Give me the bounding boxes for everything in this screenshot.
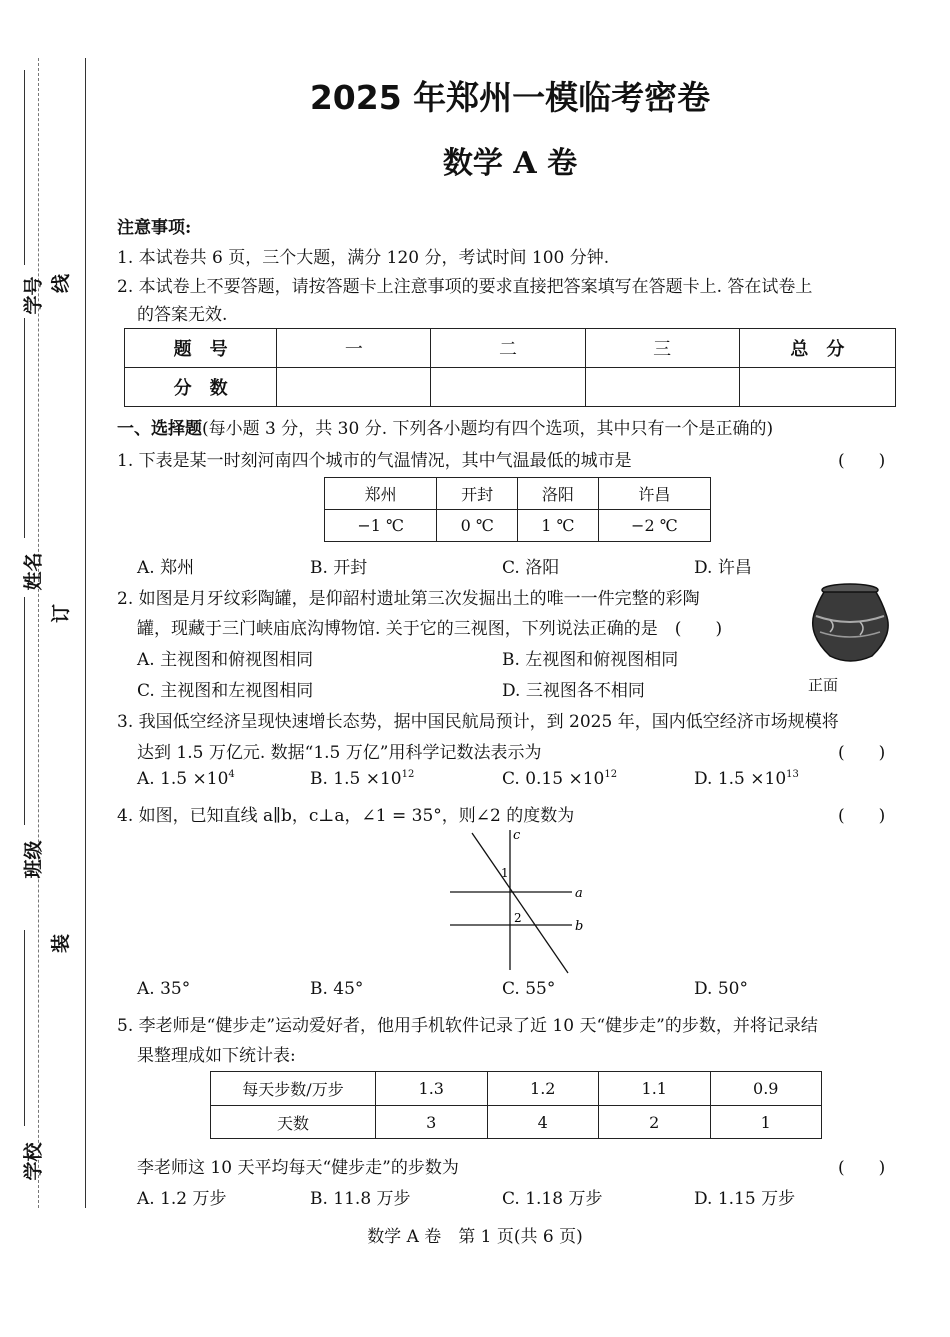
q3-option-d-base: D. 1.5 ×10 bbox=[694, 769, 787, 789]
score-header-1: 一 bbox=[277, 329, 431, 368]
score-cell-3[interactable] bbox=[585, 368, 739, 407]
q3-option-a[interactable] bbox=[137, 769, 235, 789]
q3-option-b[interactable] bbox=[310, 769, 414, 789]
q4-option-a[interactable]: A. 35° bbox=[137, 979, 191, 999]
page-footer: 数学 A 卷 第 1 页(共 6 页) bbox=[367, 1227, 583, 1247]
q3-option-c-exp: 12 bbox=[604, 769, 618, 780]
pottery-jar-figure bbox=[800, 580, 905, 670]
section1-heading-row bbox=[117, 414, 773, 439]
label-b: b bbox=[575, 919, 584, 934]
notes-heading: 注意事项: bbox=[117, 218, 192, 238]
q1-temperature-table bbox=[324, 477, 711, 542]
exam-title: 2025 年郑州一模临考密卷 bbox=[309, 78, 711, 117]
dashed-binding-line bbox=[38, 58, 39, 1208]
q3-option-a-base: A. 1.5 ×10 bbox=[137, 769, 229, 789]
q5-days-value: 2 bbox=[599, 1106, 711, 1139]
student-id-label: 学号 bbox=[22, 276, 45, 315]
student-id-blank[interactable] bbox=[24, 70, 25, 265]
name-blank[interactable] bbox=[24, 318, 25, 538]
q5-days-value: 1 bbox=[710, 1106, 822, 1139]
q1-option-a[interactable]: A. 郑州 bbox=[137, 558, 195, 578]
section1-desc: (每小题 3 分，共 30 分. 下列各小题均有四个选项，其中只有一个是正确的) bbox=[202, 419, 774, 439]
q5-option-a[interactable]: A. 1.2 万步 bbox=[137, 1189, 227, 1209]
cut-line-mark: 线 bbox=[50, 273, 73, 294]
q5-step-value: 1.3 bbox=[376, 1072, 488, 1106]
q1-city: 开封 bbox=[437, 478, 518, 510]
q4-option-d[interactable]: D. 50° bbox=[694, 979, 748, 999]
q1-city: 洛阳 bbox=[517, 478, 598, 510]
q5-header-label: 每天步数/万步 bbox=[211, 1072, 376, 1106]
label-a: a bbox=[575, 886, 583, 901]
q3-option-b-exp: 12 bbox=[401, 769, 415, 780]
q3-option-c[interactable] bbox=[502, 769, 617, 789]
note-1: 1. 本试卷共 6 页，三个大题，满分 120 分，考试时间 100 分钟. bbox=[117, 248, 610, 268]
q2-stem-2: 罐，现藏于三门峡庙底沟博物馆. 关于它的三视图，下列说法正确的是 ( ) bbox=[137, 619, 723, 639]
q1-stem: 1. 下表是某一时刻河南四个城市的气温情况，其中气温最低的城市是 bbox=[117, 451, 632, 471]
q5-days-label: 天数 bbox=[211, 1106, 376, 1139]
q5-days-value: 3 bbox=[376, 1106, 488, 1139]
q1-option-d[interactable]: D. 许昌 bbox=[694, 558, 752, 578]
label-angle-2: 2 bbox=[514, 911, 522, 925]
score-header-label: 题 号 bbox=[125, 329, 277, 368]
q1-temp: 1 ℃ bbox=[517, 510, 598, 542]
q3-option-b-base: B. 1.5 ×10 bbox=[310, 769, 402, 789]
q5-step-value: 1.1 bbox=[599, 1072, 711, 1106]
q4-answer-paren[interactable]: ( ) bbox=[838, 806, 886, 826]
note-2: 2. 本试卷上不要答题，请按答题卡上注意事项的要求直接把答案填写在答题卡上. 答在试卷上 bbox=[117, 277, 813, 297]
q2-option-b[interactable]: B. 左视图和俯视图相同 bbox=[502, 650, 679, 670]
class-label: 班级 bbox=[22, 840, 45, 879]
q3-option-d-exp: 13 bbox=[786, 769, 799, 780]
q2-option-d[interactable]: D. 三视图各不相同 bbox=[502, 681, 645, 701]
q4-option-c[interactable]: C. 55° bbox=[502, 979, 556, 999]
binding-mark: 装 bbox=[50, 933, 73, 954]
q2-option-a[interactable]: A. 主视图和俯视图相同 bbox=[137, 650, 314, 670]
q1-answer-paren[interactable]: ( ) bbox=[838, 451, 886, 471]
school-blank[interactable] bbox=[24, 930, 25, 1126]
q5-stem-2: 果整理成如下统计表: bbox=[137, 1046, 296, 1066]
score-header-total: 总 分 bbox=[739, 329, 895, 368]
q1-temp: −2 ℃ bbox=[598, 510, 710, 542]
q1-temp: −1 ℃ bbox=[325, 510, 437, 542]
q5-steps-table bbox=[210, 1071, 822, 1139]
q5-question: 李老师这 10 天平均每天“健步走”的步数为 bbox=[137, 1158, 459, 1178]
exam-subtitle: 数学 A 卷 bbox=[442, 146, 578, 181]
q3-answer-paren[interactable]: ( ) bbox=[838, 743, 886, 763]
q2-figure-label: 正面 bbox=[808, 676, 839, 694]
score-header-3: 三 bbox=[585, 329, 739, 368]
label-angle-1: 1 bbox=[501, 866, 509, 880]
q5-days-value: 4 bbox=[487, 1106, 599, 1139]
q3-stem-2: 达到 1.5 万亿元. 数据“1.5 万亿”用科学记数法表示为 bbox=[137, 743, 542, 763]
score-cell-2[interactable] bbox=[431, 368, 585, 407]
q5-answer-paren[interactable]: ( ) bbox=[838, 1158, 886, 1178]
q1-city: 郑州 bbox=[325, 478, 437, 510]
q1-city: 许昌 bbox=[598, 478, 710, 510]
section1-heading: 一、选择题 bbox=[117, 419, 202, 439]
q1-option-c[interactable]: C. 洛阳 bbox=[502, 558, 560, 578]
q1-option-b[interactable]: B. 开封 bbox=[310, 558, 368, 578]
q5-stem-1: 5. 李老师是“健步走”运动爱好者，他用手机软件记录了近 10 天“健步走”的步数，并将记录结 bbox=[117, 1016, 818, 1036]
score-cell-total[interactable] bbox=[739, 368, 895, 407]
score-cell-1[interactable] bbox=[277, 368, 431, 407]
score-header-2: 二 bbox=[431, 329, 585, 368]
q5-option-b[interactable]: B. 11.8 万步 bbox=[310, 1189, 411, 1209]
transversal-line bbox=[472, 833, 568, 973]
note-2-cont: 的答案无效. bbox=[137, 305, 228, 325]
q1-temp: 0 ℃ bbox=[437, 510, 518, 542]
q4-stem: 4. 如图，已知直线 a∥b，c⊥a，∠1 = 35°，则∠2 的度数为 bbox=[117, 806, 575, 826]
score-row-label: 分 数 bbox=[125, 368, 277, 407]
q2-stem-1: 2. 如图是月牙纹彩陶罐，是仰韶村遗址第三次发掘出土的唯一一件完整的彩陶 bbox=[117, 589, 700, 609]
staple-mark: 订 bbox=[50, 603, 73, 624]
q5-option-c[interactable]: C. 1.18 万步 bbox=[502, 1189, 603, 1209]
q5-step-value: 0.9 bbox=[710, 1072, 822, 1106]
q3-stem-1: 3. 我国低空经济呈现快速增长态势，据中国民航局预计，到 2025 年，国内低空经济市场规模将 bbox=[117, 712, 839, 732]
class-blank[interactable] bbox=[24, 597, 25, 825]
q3-option-d[interactable] bbox=[694, 769, 799, 789]
score-table bbox=[124, 328, 896, 407]
school-label: 学校 bbox=[22, 1142, 45, 1181]
q4-geometry-figure bbox=[440, 825, 600, 975]
q3-option-a-exp: 4 bbox=[228, 769, 235, 780]
q5-option-d[interactable]: D. 1.15 万步 bbox=[694, 1189, 796, 1209]
name-label: 姓名 bbox=[22, 552, 45, 591]
q3-option-c-base: C. 0.15 ×10 bbox=[502, 769, 605, 789]
q5-step-value: 1.2 bbox=[487, 1072, 599, 1106]
binding-border-line bbox=[85, 58, 86, 1208]
label-c: c bbox=[513, 828, 521, 843]
q4-option-b[interactable]: B. 45° bbox=[310, 979, 364, 999]
q2-option-c[interactable]: C. 主视图和左视图相同 bbox=[137, 681, 314, 701]
